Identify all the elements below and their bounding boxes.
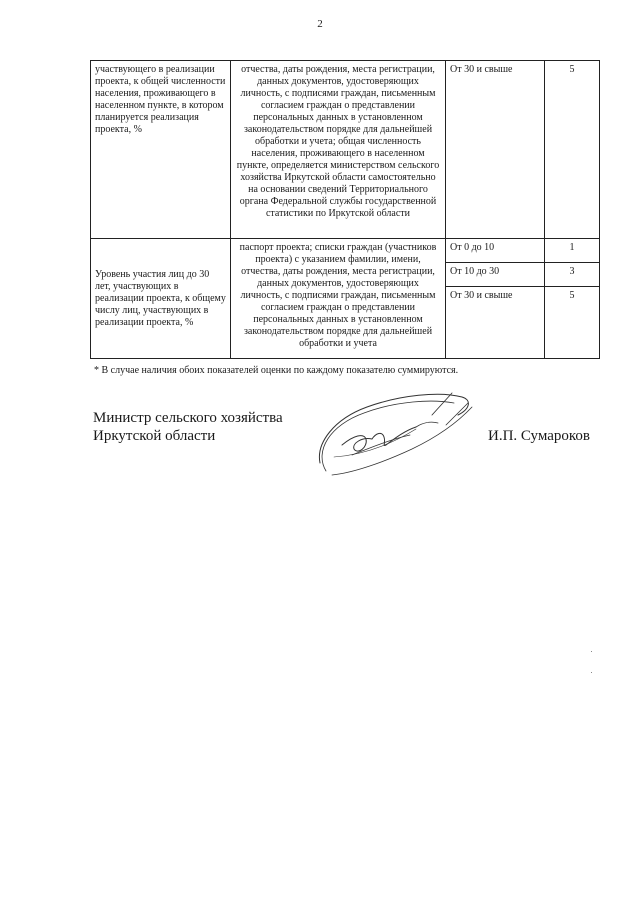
score-cell: 1 — [545, 239, 600, 263]
scan-artifact — [591, 672, 592, 673]
signer-position-line: Министр сельского хозяйства — [93, 410, 283, 426]
scan-artifact — [591, 651, 592, 652]
table-row — [91, 239, 600, 263]
score-cell: 5 — [545, 287, 600, 359]
indicator-cell: Уровень участия лиц до 30 лет, участвующих в реализации проекта, к общему числу лиц, участвующих в реализации проекта, % — [91, 239, 231, 359]
page-number: 2 — [317, 18, 323, 30]
table-row — [91, 61, 600, 239]
range-cell: От 10 до 30 — [446, 263, 545, 287]
documents-cell: паспорт проекта; списки граждан (участников проекта) с указанием фамилии, имени, отчества, даты рождения, места регистрации, данных документов, удостоверяющих личность, с подписями граждан, письменным согласием граждан о представлении персональных данных в установленном законодательством порядке для дальнейшей обработки и учета — [231, 239, 446, 359]
score-cell: 5 — [545, 61, 600, 239]
handwritten-signature — [312, 385, 477, 480]
criteria-table — [90, 60, 600, 359]
signer-position — [93, 409, 283, 445]
signer-position-line: Иркутской области — [93, 428, 216, 444]
signer-name: И.П. Сумароков — [488, 428, 591, 444]
footnote: * В случае наличия обоих показателей оценки по каждому показателю суммируются. — [94, 365, 459, 376]
range-cell: От 0 до 10 — [446, 239, 545, 263]
score-cell: 3 — [545, 263, 600, 287]
range-cell: От 30 и свыше — [446, 287, 545, 359]
documents-cell: отчества, даты рождения, места регистрации, данных документов, удостоверяющих личность, с подписями граждан, письменным согласием граждан о представлении персональных данных в установленном законодательством порядке для дальнейшей обработки и учета; общая численность населения, проживающего в населенном пункте, определяется министерством сельского хозяйства Иркутской области самостоятельно на основании сведений Территориального органа Федеральной службы государственной статистики по Иркутской области — [231, 61, 446, 239]
range-cell: От 30 и свыше — [446, 61, 545, 239]
indicator-cell: участвующего в реализации проекта, к общей численности населения, проживающего в населенном пункте, в котором планируется реализация проекта, % — [91, 61, 231, 239]
